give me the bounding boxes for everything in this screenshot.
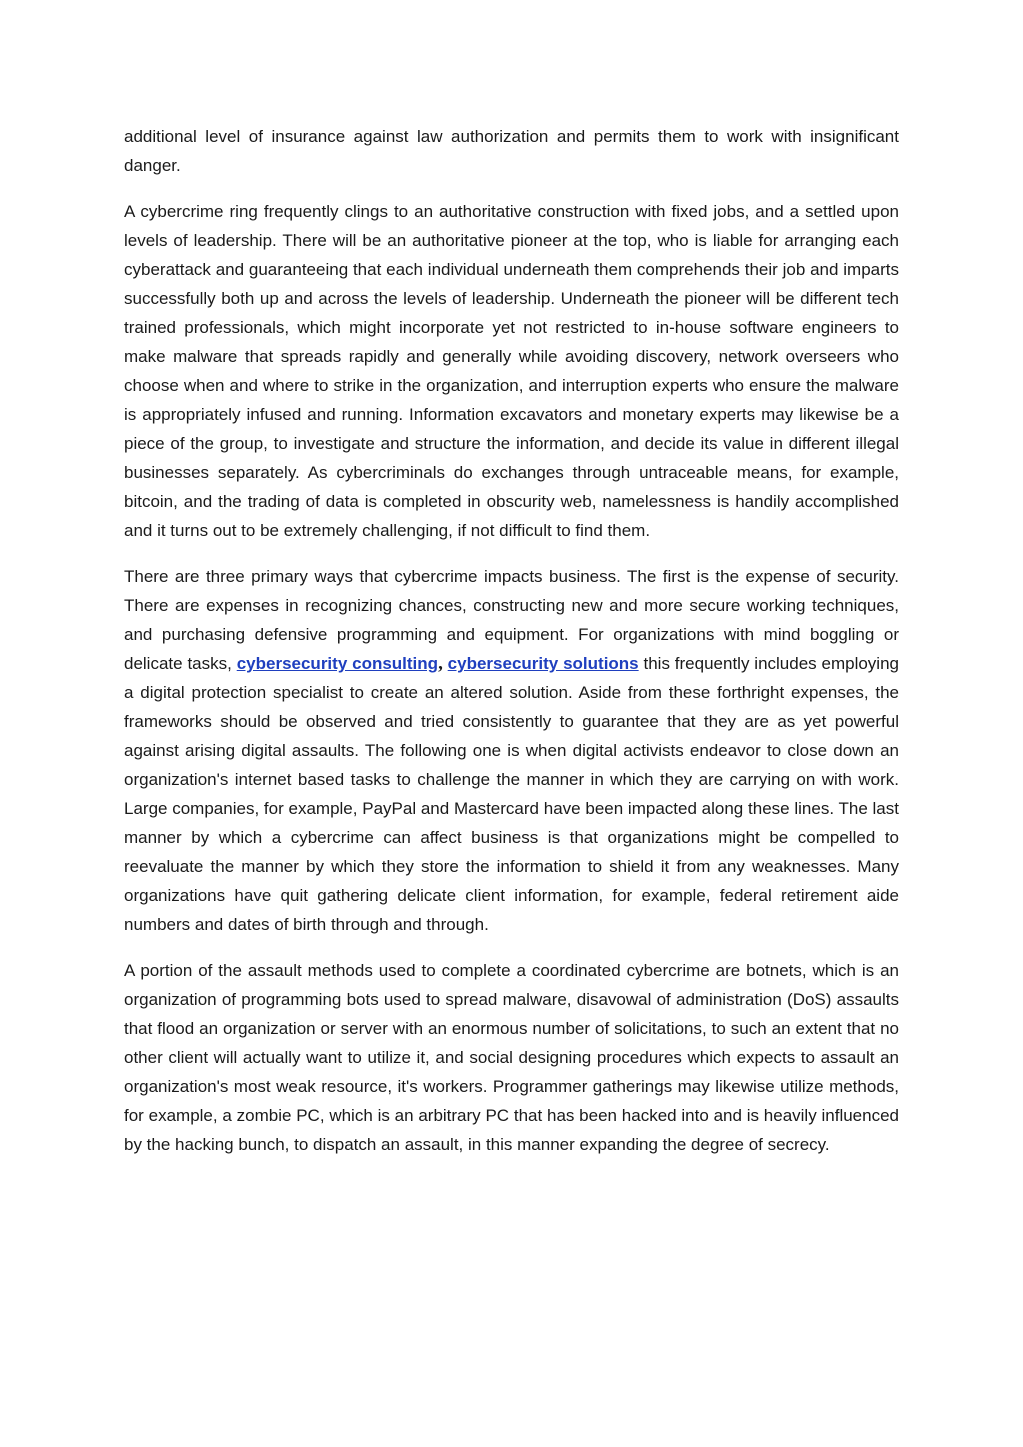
cybersecurity-solutions-link[interactable]: cybersecurity solutions <box>447 654 639 673</box>
paragraph-4: A portion of the assault methods used to complete a coordinated cybercrime are botnets, which is an organization of programming bots used to spread malware, disavowal of administration (DoS) assaults that flood an organization or server with an enormous number of solicitations, to such an extent that no other client will actually want to utilize it, and social designing procedures which expects to assault an organization's most weak resource, it's workers. Programmer gatherings may likewise utilize methods, for example, a zombie PC, which is an arbitrary PC that has been hacked into and is heavily influenced by the hacking bunch, to dispatch an assault, in this manner expanding the degree of secrecy. <box>124 961 899 1154</box>
cybersecurity-consulting-link[interactable]: cybersecurity consulting <box>236 654 439 673</box>
paragraph-2: A cybercrime ring frequently clings to an authoritative construction with fixed jobs, and a settled upon levels of leadership. There will be an authoritative pioneer at the top, who is liable for arranging each cyberattack and guaranteeing that each individual underneath them comprehends their job and imparts successfully both up and across the levels of leadership. Underneath the pioneer will be different tech trained professionals, which might incorporate yet not restricted to in-house software engineers to make malware that spreads rapidly and generally while avoiding discovery, network overseers who choose when and where to strike in the organization, and interruption experts who ensure the malware is appropriately infused and running. Information excavators and monetary experts may likewise be a piece of the group, to investigate and structure the information, and decide its value in different illegal businesses separately. As cybercriminals do exchanges through untraceable means, for example, bitcoin, and the trading of data is completed in obscurity web, namelessness is handily accomplished and it turns out to be extremely challenging, if not difficult to find them. <box>124 202 899 540</box>
paragraph-3 <box>124 562 899 939</box>
paragraph-1: additional level of insurance against law authorization and permits them to work with insignificant danger. <box>124 127 899 175</box>
paragraph-3-text-before: There are three primary ways that cybercrime impacts business. The first is the expense of security. There are expenses in recognizing chances, constructing new and more secure working techniques, and purchasing defensive programming and equipment. For organizations with mind boggling or delicate tasks, <box>124 567 899 673</box>
document-page <box>124 122 899 1176</box>
link-separator: , <box>438 653 443 674</box>
paragraph-3-text-after: this frequently includes employing a digital protection specialist to create an altered solution. Aside from these forthright expenses, the frameworks should be observed and tried consistently to guarantee that they are as yet powerful against arising digital assaults. The following one is when digital activists endeavor to close down an organization's internet based tasks to challenge the manner in which they are carrying on with work. Large companies, for example, PayPal and Mastercard have been impacted along these lines. The last manner by which a cybercrime can affect business is that organizations might be compelled to reevaluate the manner by which they store the information to shield it from any weaknesses. Many organizations have quit gathering delicate client information, for example, federal retirement aide numbers and dates of birth through and through. <box>124 654 899 934</box>
